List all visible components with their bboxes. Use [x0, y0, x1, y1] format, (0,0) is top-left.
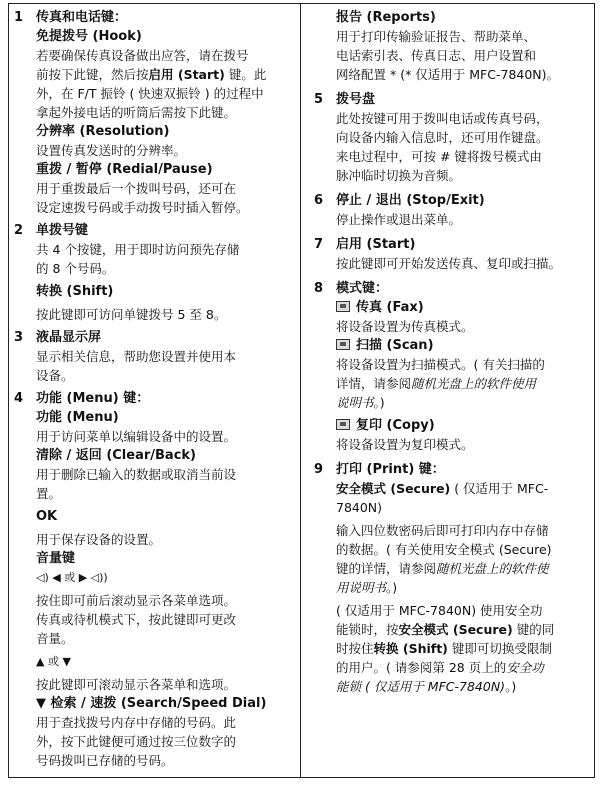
section-8 [314, 279, 592, 454]
resolution-text: 设置传真发送时的分辨率。 [36, 143, 187, 158]
section-number: 1 [14, 10, 24, 25]
dialpad-text: 此处按键可用于拨叫电话或传真号码， 向设备内输入信息时，还可用作键盘。 来电过程中，可按 # 键将拨号模式由 脉冲临时切换为音频。 [336, 111, 549, 183]
redial-text: 用于重拨最后一个拨叫号码，还可在 设定速拨号码或手动拨号时插入暂停。 [36, 181, 249, 215]
search-heading: ▼ 检索 / 速拨 (Search/Speed Dial) [36, 696, 267, 711]
scan-heading: 扫描 (Scan) [336, 336, 592, 355]
section-1 [14, 8, 294, 217]
section-number: 2 [14, 223, 24, 238]
shift-heading: 转换 (Shift) [36, 284, 114, 299]
redial-heading: 重拨 / 暂停 (Redial/Pause) [36, 162, 213, 177]
hook-heading: 免提拨号 (Hook) [36, 29, 142, 44]
section-9 [314, 460, 592, 696]
stop-text: 停止操作或退出菜单。 [336, 212, 462, 227]
section-title: 单拨号键 [36, 223, 89, 238]
section-3 [14, 328, 294, 385]
section-number: 4 [14, 391, 24, 406]
section-number: 5 [314, 92, 324, 107]
up-down-keys-icon: ▲ 或 ▼ [36, 655, 71, 668]
section-title: 拨号盘 [336, 92, 376, 107]
search-text: 用于查找拨号内存中存储的号码。此 外，按下此键便可通过按三位数字的 号码拨叫已存储的号码。 [36, 715, 237, 768]
fax-key-icon [336, 301, 350, 312]
resolution-heading: 分辨率 (Resolution) [36, 124, 170, 139]
volume-text: 按住即可前后滚动显示各菜单选项。 传真或待机模式下，按此键即可更改 音量。 [36, 593, 237, 646]
one-touch-text: 共 4 个按键，用于即时访问预先存储 的 8 个号码。 [36, 242, 240, 276]
section-number: 3 [14, 330, 24, 345]
volume-heading: 音量键 [36, 551, 76, 566]
reports-heading: 报告 (Reports) [336, 10, 436, 25]
scan-text: 将设备设置为扫描模式。( 有关扫描的 详情，请参阅随机光盘上的软件使用 说明书。) [336, 357, 545, 410]
copy-heading: 复印 (Copy) [336, 416, 592, 435]
fax-heading: 传真 (Fax) [336, 298, 592, 317]
ok-heading: OK [36, 509, 58, 524]
section-title: 打印 (Print) 键： [336, 462, 445, 477]
clear-text: 用于删除已输入的数据或取消当前设 置。 [36, 467, 237, 501]
lcd-text: 显示相关信息，帮助您设置并使用本 设备。 [36, 349, 237, 383]
section-title: 传真和电话键： [36, 10, 128, 25]
ok-text: 用于保存设备的设置。 [36, 532, 162, 547]
section-number: 9 [314, 462, 324, 477]
copy-key-icon [336, 419, 350, 430]
secure-text-1: 输入四位数密码后即可打印内存中存储 的数据。( 有关使用安全模式 (Secure) 键的详情，请参阅随机光盘上的软件使 用说明书。) [336, 523, 552, 595]
clear-heading: 清除 / 返回 (Clear/Back) [36, 448, 196, 463]
volume-keys-icon: ◁) ◀ 或 ▶ ◁)) [36, 571, 108, 584]
column-divider [300, 3, 301, 778]
section-title: 模式键： [336, 281, 389, 296]
section-title: 液晶显示屏 [36, 330, 102, 345]
section-title: 停止 / 退出 (Stop/Exit) [336, 193, 485, 208]
secure-text-2: ( 仅适用于 MFC-7840N) 使用安全功 能锁时，按安全模式 (Secure) 键的同 时按住转换 (Shift) 键即可切换受限制 的用户。( 请参阅第 28 页上的安全功 能锁 ( 仅适用于 MFC-7840N)。) [336, 603, 555, 694]
shift-text: 按此键即可访问单键拨号 5 至 8。 [36, 307, 227, 322]
start-text: 按此键即可开始发送传真、复印或扫描。 [336, 256, 562, 271]
hook-text: 若要确保传真设备做出应答，请在拨号 前按下此键，然后按启用 (Start) 键。此 外，在 F/T 振铃 ( 快速双振铃 ) 的过程中 拿起外接电话的听筒后需按下此键。 [36, 48, 267, 120]
menu-heading: 功能 (Menu) [36, 410, 119, 425]
left-column [14, 8, 294, 770]
reports-block [314, 8, 592, 84]
copy-text: 将设备设置为复印模式。 [336, 437, 474, 452]
fax-text: 将设备设置为传真模式。 [336, 319, 474, 334]
right-column [314, 8, 592, 696]
section-number: 7 [314, 237, 324, 252]
section-5 [314, 90, 592, 185]
section-number: 8 [314, 281, 324, 296]
section-number: 6 [314, 193, 324, 208]
section-2 [14, 221, 294, 324]
section-title: 启用 (Start) [336, 237, 416, 252]
section-7 [314, 235, 592, 273]
scan-key-icon [336, 339, 350, 350]
section-6 [314, 191, 592, 229]
section-4 [14, 389, 294, 770]
section-title: 功能 (Menu) 键： [36, 391, 150, 406]
secure-heading: 安全模式 (Secure) ( 仅适用于 MFC- 7840N) [336, 481, 549, 515]
reports-text: 用于打印传输验证报告、帮助菜单、 电话索引表、传真日志、用户设置和 网络配置 * (* 仅适用于 MFC-7840N)。 [336, 29, 560, 82]
menu-text: 用于访问菜单以编辑设备中的设置。 [36, 429, 237, 444]
up-down-text: 按此键即可滚动显示各菜单和选项。 [36, 677, 237, 692]
